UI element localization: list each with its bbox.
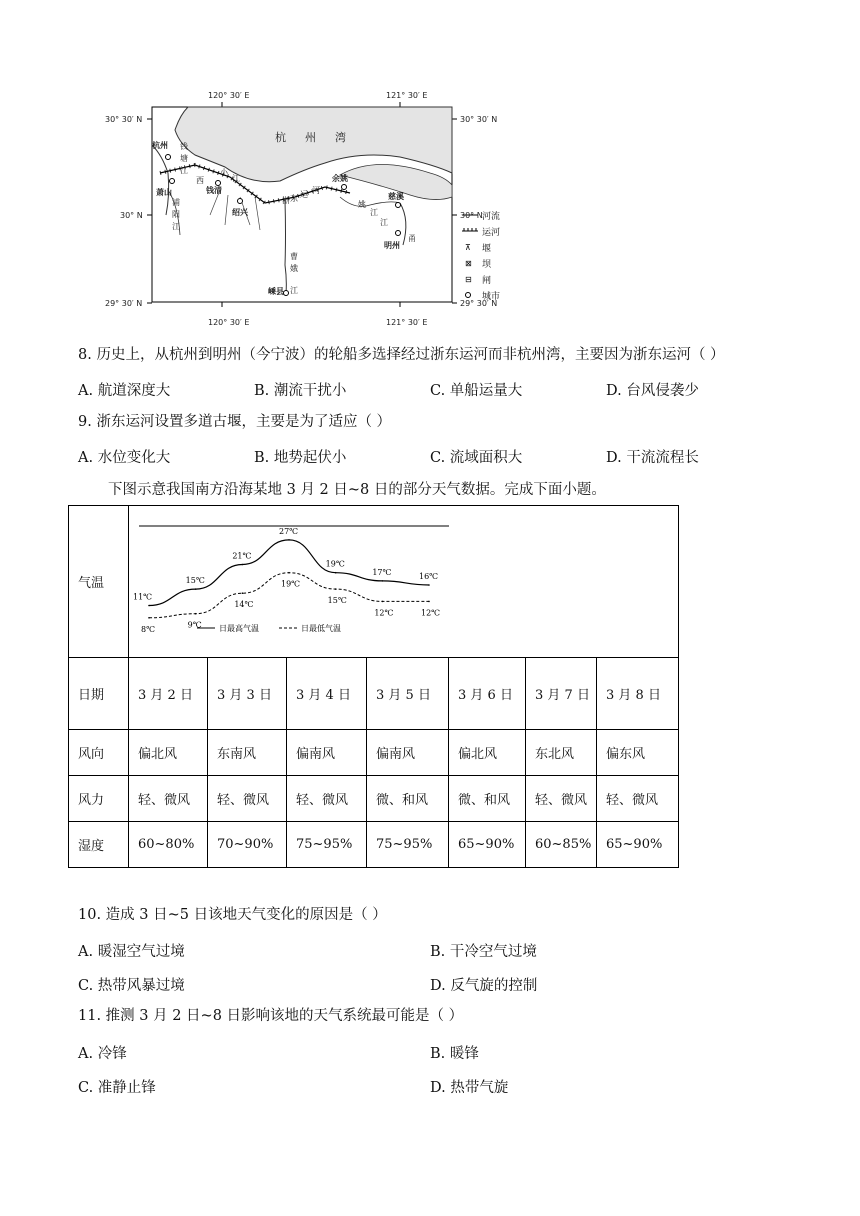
low-temp-point xyxy=(242,592,244,594)
q8-option-b[interactable]: B. 潮流干扰小 xyxy=(254,383,347,399)
high-temp-label: 19℃ xyxy=(325,559,345,569)
river-char: 甬 xyxy=(408,234,416,243)
wind-direction-cell: 偏东风 xyxy=(597,730,679,776)
wind-direction-cell: 偏北风 xyxy=(129,730,208,776)
coord-left-3: 29° 30′ N xyxy=(105,299,143,308)
coord-top-2: 121° 30′ E xyxy=(386,91,428,100)
q11-option-c[interactable]: C. 准静止锋 xyxy=(78,1080,156,1096)
high-temp-label: 11℃ xyxy=(133,592,153,602)
high-temp-point xyxy=(288,539,290,541)
river-char: 阳 xyxy=(172,210,180,219)
wind-force-cell: 微、和风 xyxy=(367,776,449,822)
q9-option-c[interactable]: C. 流域面积大 xyxy=(430,450,523,466)
canal-char: 西 xyxy=(196,176,204,185)
low-temp-label: 12℃ xyxy=(421,608,441,618)
river-char: 钱 xyxy=(180,142,188,151)
row-label-wind-force: 风力 xyxy=(69,776,129,822)
legend-high-label: 日最高气温 xyxy=(219,624,259,633)
bay-label-2: 州 xyxy=(305,131,316,144)
q10-option-b[interactable]: B. 干冷空气过境 xyxy=(430,944,537,960)
row-label-humidity: 湿度 xyxy=(69,822,129,868)
wind-direction-cell: 东北风 xyxy=(526,730,597,776)
temperature-chart xyxy=(129,506,672,653)
low-temp-label: 15℃ xyxy=(327,596,347,606)
humidity-cell: 60~85% xyxy=(526,822,597,868)
canal-char: 江 xyxy=(232,174,240,183)
legend-weir: 堰 xyxy=(482,244,492,254)
river-char: 江 xyxy=(290,286,298,295)
city-shengxian: 嵊县 xyxy=(268,287,284,296)
q8-option-a[interactable]: A. 航道深度大 xyxy=(78,383,171,399)
wind-force-cell: 微、和风 xyxy=(449,776,526,822)
bay-label-1: 杭 xyxy=(275,131,286,144)
q10-option-d[interactable]: D. 反气旋的控制 xyxy=(430,978,538,994)
low-temp-point xyxy=(148,617,150,619)
low-temp-label: 8℃ xyxy=(141,624,156,634)
low-temp-point xyxy=(195,613,197,615)
coord-left-1: 30° 30′ N xyxy=(105,115,143,124)
question-11-stem: 11. 推测 3 月 2 日~8 日影响该地的天气系统最可能是（ ） xyxy=(78,1008,464,1024)
high-temp-point xyxy=(428,584,430,586)
high-temp-label: 27℃ xyxy=(279,526,299,536)
q9-option-b[interactable]: B. 地势起伏小 xyxy=(254,450,347,466)
wind-direction-cell: 偏南风 xyxy=(287,730,367,776)
date-cell: 3 月 2 日 xyxy=(129,658,208,730)
row-label-wind-direction: 风向 xyxy=(69,730,129,776)
legend-river: 河流 xyxy=(482,212,501,222)
humidity-cell: 75~95% xyxy=(287,822,367,868)
legend-gate: 闸 xyxy=(482,276,492,286)
canal-char: 东 xyxy=(290,194,298,203)
coord-left-2: 30° N xyxy=(120,211,143,220)
coord-right-2: 30° N xyxy=(460,211,483,220)
q9-option-a[interactable]: A. 水位变化大 xyxy=(78,450,171,466)
high-temp-point xyxy=(148,605,150,607)
river-char: 浦 xyxy=(172,198,180,207)
q11-option-d[interactable]: D. 热带气旋 xyxy=(430,1080,509,1096)
legend-dam: 坝 xyxy=(482,260,492,270)
high-temp-point xyxy=(335,572,337,574)
intro-text: 下图示意我国南方沿海某地 3 月 2 日~8 日的部分天气数据。完成下面小题。 xyxy=(108,482,606,498)
svg-text:⊼: ⊼ xyxy=(465,243,471,252)
city-yuyao: 余姚 xyxy=(332,174,348,183)
q8-option-d[interactable]: D. 台风侵袭少 xyxy=(606,383,699,399)
wind-force-cell: 轻、微风 xyxy=(129,776,208,822)
q8-option-c[interactable]: C. 单船运量大 xyxy=(430,383,523,399)
humidity-cell: 65~90% xyxy=(597,822,679,868)
wind-direction-cell: 东南风 xyxy=(208,730,287,776)
low-temp-point xyxy=(288,572,290,574)
wind-direction-cell: 偏南风 xyxy=(367,730,449,776)
coord-top-1: 120° 30′ E xyxy=(208,91,250,100)
humidity-cell: 75~95% xyxy=(367,822,449,868)
wind-force-cell: 轻、微风 xyxy=(287,776,367,822)
q9-option-d[interactable]: D. 干流流程长 xyxy=(606,450,699,466)
coord-bottom-2: 121° 30′ E xyxy=(386,318,428,327)
city-shaoxing: 绍兴 xyxy=(232,208,248,217)
date-cell: 3 月 4 日 xyxy=(287,658,367,730)
legend-city: 城市 xyxy=(482,292,501,302)
date-cell: 3 月 6 日 xyxy=(449,658,526,730)
question-8-stem: 8. 历史上，从杭州到明州（今宁波）的轮船多选择经过浙东运河而非杭州湾，主要因为浙东运河（ ） xyxy=(78,347,725,363)
high-temp-point xyxy=(195,588,197,590)
question-9-stem: 9. 浙东运河设置多道古堰，主要是为了适应（ ） xyxy=(78,414,392,430)
city-qianqing: 钱清 xyxy=(206,186,222,195)
map-figure xyxy=(100,85,540,330)
canal-char: 浙 xyxy=(282,196,290,205)
humidity-cell: 60~80% xyxy=(129,822,208,868)
row-label-date: 日期 xyxy=(69,658,129,730)
row-label-temperature: 气温 xyxy=(69,506,129,658)
bay-label-3: 湾 xyxy=(335,131,346,144)
question-10-stem: 10. 造成 3 日~5 日该地天气变化的原因是（ ） xyxy=(78,907,387,923)
svg-text:⊠: ⊠ xyxy=(465,259,472,268)
river-char: 江 xyxy=(370,208,378,217)
city-xiaoshan: 萧山 xyxy=(156,188,172,197)
river-char: 江 xyxy=(180,166,188,175)
q11-option-a[interactable]: A. 冷锋 xyxy=(78,1046,127,1062)
river-char: 江 xyxy=(380,218,388,227)
date-cell: 3 月 7 日 xyxy=(526,658,597,730)
wind-direction-cell: 偏北风 xyxy=(449,730,526,776)
legend-canal: 运河 xyxy=(482,228,501,238)
low-temp-point xyxy=(335,588,337,590)
low-temp-label: 12℃ xyxy=(374,608,394,618)
temperature-chart-cell xyxy=(129,506,679,658)
svg-text:⊟: ⊟ xyxy=(465,275,472,284)
river-char: 曹 xyxy=(290,252,298,261)
river-char: 塘 xyxy=(180,154,188,163)
canal-char: 河 xyxy=(312,186,320,195)
low-temp-label: 9℃ xyxy=(187,620,202,630)
river-char: 娥 xyxy=(290,264,298,273)
high-temp-label: 15℃ xyxy=(185,576,205,586)
date-cell: 3 月 5 日 xyxy=(367,658,449,730)
q11-option-b[interactable]: B. 暖锋 xyxy=(430,1046,479,1062)
river-char: 江 xyxy=(172,222,180,231)
high-temp-label: 17℃ xyxy=(372,567,392,577)
wind-force-cell: 轻、微风 xyxy=(597,776,679,822)
high-temp-point xyxy=(242,564,244,566)
canal-char: 运 xyxy=(300,190,308,199)
q10-option-a[interactable]: A. 暖湿空气过境 xyxy=(78,944,185,960)
high-temp-label: 21℃ xyxy=(232,551,252,561)
low-temp-label: 14℃ xyxy=(234,600,254,610)
wind-force-cell: 轻、微风 xyxy=(526,776,597,822)
date-cell: 3 月 3 日 xyxy=(208,658,287,730)
low-temp-label: 19℃ xyxy=(281,579,301,589)
high-temp-label: 16℃ xyxy=(419,572,439,581)
river-char: 姚 xyxy=(358,200,366,209)
date-cell: 3 月 8 日 xyxy=(597,658,679,730)
coord-right-1: 30° 30′ N xyxy=(460,115,498,124)
coord-bottom-1: 120° 30′ E xyxy=(208,318,250,327)
humidity-cell: 70~90% xyxy=(208,822,287,868)
city-hangzhou: 杭州 xyxy=(152,141,168,150)
legend-low-label: 日最低气温 xyxy=(301,624,341,633)
high-temp-point xyxy=(382,580,384,582)
city-mingzhou: 明州 xyxy=(384,241,400,250)
coord-right-3: 29° 30′ N xyxy=(460,299,498,308)
weather-table xyxy=(68,505,679,868)
low-temp-point xyxy=(428,601,430,603)
city-cixi: 慈溪 xyxy=(388,192,404,201)
canal-char: 小 xyxy=(220,168,228,177)
q10-option-c[interactable]: C. 热带风暴过境 xyxy=(78,978,185,994)
wind-force-cell: 轻、微风 xyxy=(208,776,287,822)
humidity-cell: 65~90% xyxy=(449,822,526,868)
low-temp-point xyxy=(382,601,384,603)
